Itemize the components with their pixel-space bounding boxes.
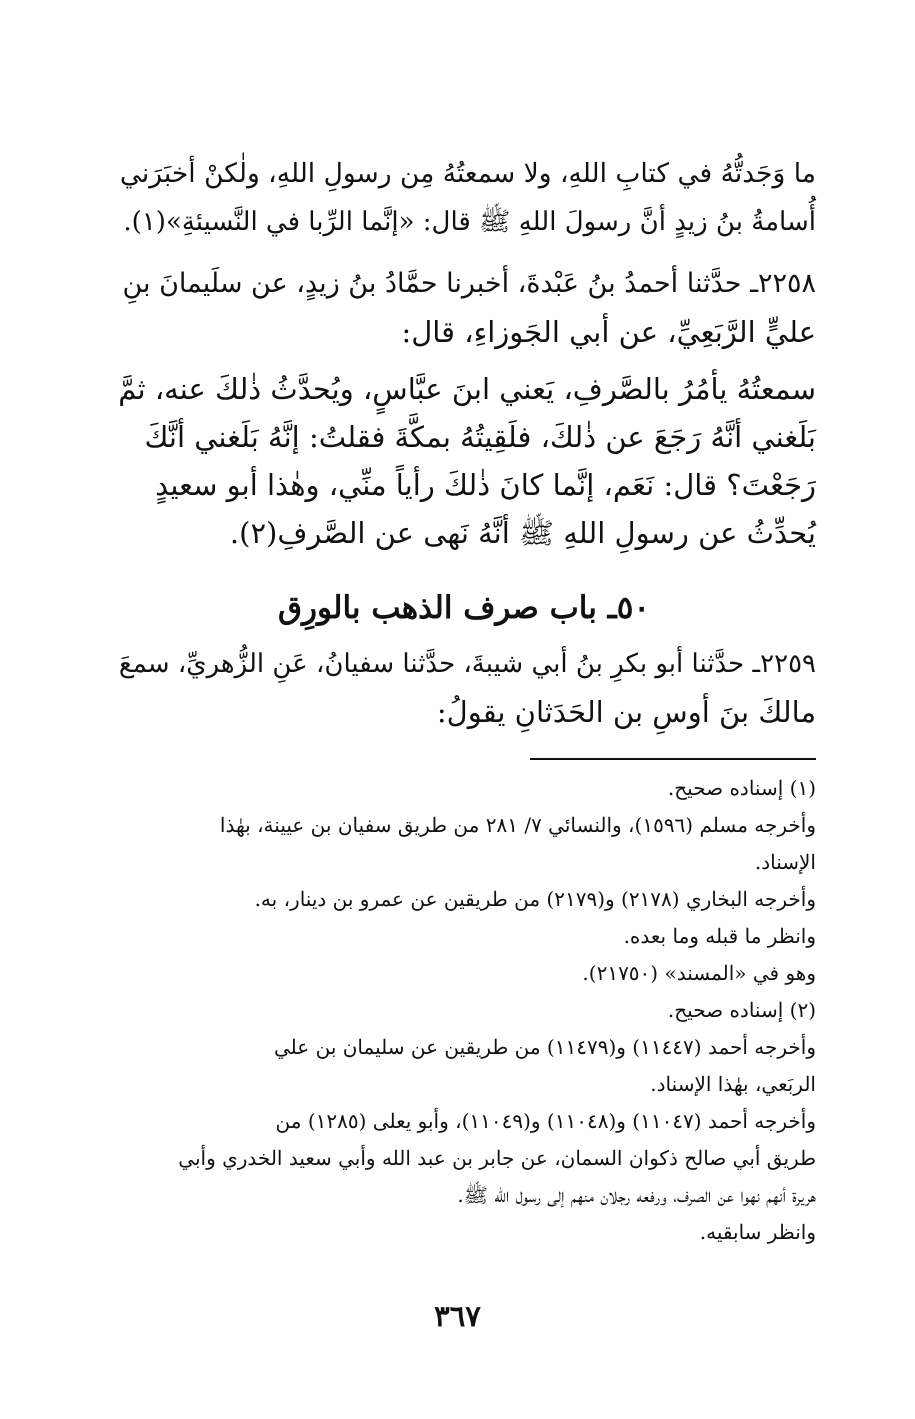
text-line: يُحدِّثُ عن رسولِ اللهِ ﷺ أنَّهُ نَهى عن الصَّرفِ(٢). (229, 516, 816, 550)
footnote-line: وهو في «المسند» (٢١٧٥٠). (582, 961, 816, 985)
footnotes (112, 770, 816, 1251)
text-line: رَجَعْتَ؟ قال: نَعَم، إنَّما كانَ ذٰلكَ رأياً منِّي، وهٰذا أبو سعيدٍ (155, 468, 816, 502)
text-line: ما وَجَدتُّهُ في كتابِ اللهِ، ولا سمعتُهُ مِن رسولِ اللهِ، ولٰكنْ أخبَرَني (119, 158, 816, 189)
footnote-separator (530, 758, 816, 760)
footnote-line: (١) إسناده صحيح. (667, 776, 816, 800)
footnote-line: طريق أبي صالح ذكوان السمان، عن جابر بن عبد الله وأبي سعيد الخدري وأبي (178, 1146, 816, 1170)
footnote-line: وانظر ما قبله وما بعده. (623, 924, 816, 948)
footnote-line: وأخرجه أحمد (١١٠٤٧) و(١١٠٤٨) و(١١٠٤٩)، وأبو يعلى (١٢٨٥) من (275, 1109, 816, 1133)
hadith-2259 (112, 640, 816, 736)
footnote-line: هريرة أنهم نهوا عن الصرف، ورفعه رجلان منهم إلى رسول الله ﷺ. (457, 1183, 816, 1207)
hadith-2258 (112, 260, 816, 356)
text-line: بَلَغني أنَّهُ رَجَعَ عن ذٰلكَ، فلَقِيتُهُ بمكَّةَ فقلتُ: إنَّهُ بَلَغني أنَّكَ (144, 420, 816, 454)
footnote-line: الربَعي، بهٰذا الإسناد. (650, 1072, 816, 1096)
text-line: ٢٢٥٩ـ حدَّثنا أبو بكرِ بنُ أبي شيبةَ، حدَّثنا سفيانُ، عَنِ الزُّهريِّ، سمعَ (118, 649, 816, 679)
paragraph-report (112, 365, 816, 557)
page-number: ٣٦٧ (434, 1299, 481, 1333)
footnote-line: الإسناد. (754, 850, 816, 874)
paragraph-intro (112, 150, 816, 246)
footnote-line: وأخرجه البخاري (٢١٧٨) و(٢١٧٩) من طريقين عن عمرو بن دينار، به. (254, 887, 816, 911)
text-line: أُسامةُ بنُ زيدٍ أنَّ رسولَ اللهِ ﷺ قال: «إنَّما الرِّبا في النَّسيئةِ»(١). (123, 207, 816, 237)
footnote-line: وانظر سابقيه. (699, 1220, 816, 1244)
text-line: ٢٢٥٨ـ حدَّثنا أحمدُ بنُ عَبْدةَ، أخبرنا حمَّادُ بنُ زيدٍ، عن سلَيمانَ بنِ (122, 268, 816, 299)
text-line: مالكَ بنَ أوسِ بن الحَدَثانِ يقولُ: (436, 695, 816, 729)
text-line: عليٍّ الرَّبَعِيِّ، عن أبي الجَوزاءِ، قال: (401, 315, 816, 349)
chapter-heading: ٥٠ـ باب صرف الذهب بالورِق (277, 590, 651, 626)
footnote-line: وأخرجه أحمد (١١٤٤٧) و(١١٤٧٩) من طريقين عن سليمان بن علي (274, 1035, 816, 1059)
footnote-line: وأخرجه مسلم (١٥٩٦)، والنسائي ٧/ ٢٨١ من طريق سفيان بن عيينة، بهٰذا (219, 813, 816, 837)
text-line: سمعتُهُ يأمُرُ بالصَّرفِ، يَعني ابنَ عبَّاسٍ، ويُحدَّثُ ذٰلكَ عنه، ثمَّ (118, 372, 816, 406)
footnote-line: (٢) إسناده صحيح. (667, 998, 816, 1022)
